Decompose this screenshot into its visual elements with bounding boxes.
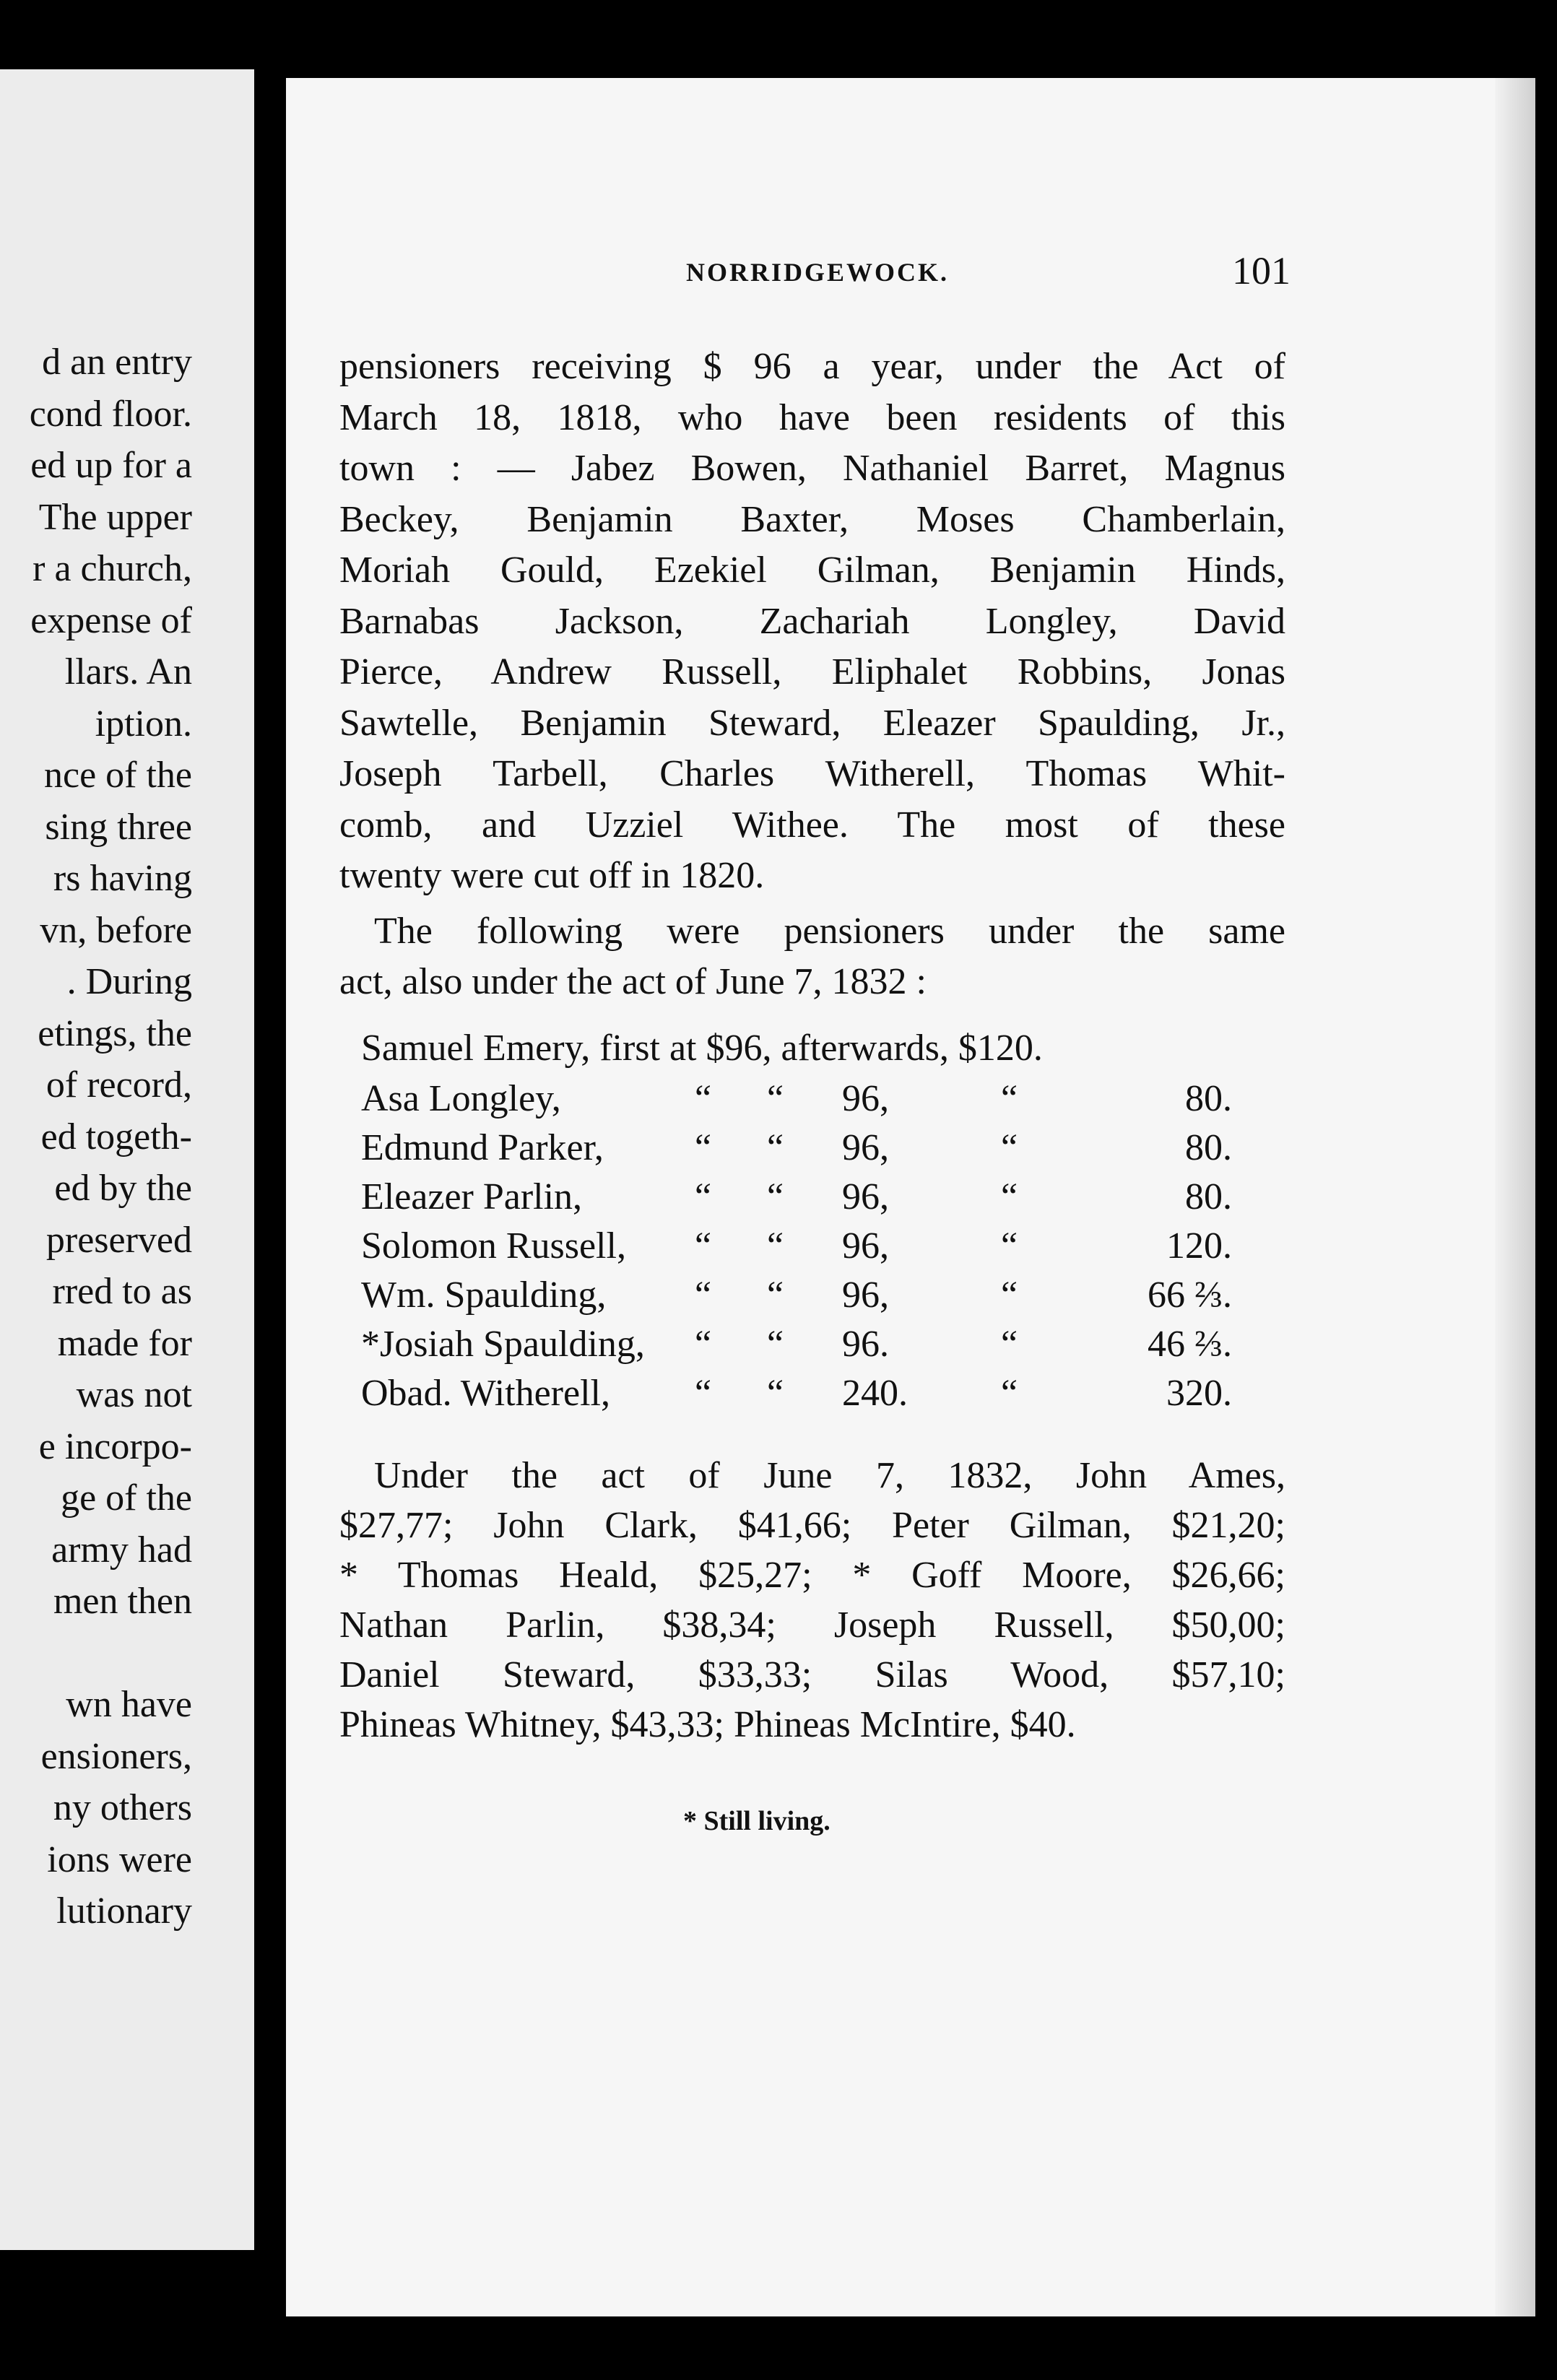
table-cell-name: Asa Longley, (361, 1078, 561, 1119)
left-page-line: d an entry (42, 342, 192, 383)
table-cell-first: 96. (842, 1324, 889, 1365)
left-page-line: llars. An (64, 651, 192, 692)
left-page-line: expense of (30, 599, 192, 641)
left-page-line: etings, the (38, 1012, 192, 1054)
table-cell-q3: “ (1001, 1176, 1018, 1217)
left-page-line: ed by the (54, 1168, 192, 1209)
table-cell-q2: “ (767, 1373, 784, 1414)
table-cell-q3: “ (1001, 1324, 1018, 1365)
text-line: Phineas Whitney, $43,33; Phineas McIntire, $40. (339, 1704, 1076, 1745)
left-page-line: made for (57, 1322, 192, 1364)
left-page-line: iption. (95, 703, 192, 744)
text-line: town : — Jabez Bowen, Nathaniel Barret, Magnus (339, 448, 1285, 489)
left-page-line: . During (66, 961, 192, 1002)
left-page-line: ny others (53, 1787, 192, 1828)
left-page-line: ensioners, (40, 1735, 192, 1777)
table-cell-after: 46 ⅔. (1148, 1324, 1232, 1365)
table-cell-q3: “ (1001, 1127, 1018, 1168)
table-cell-after: 66 ⅔. (1148, 1274, 1232, 1316)
table-cell-first: 240. (842, 1373, 908, 1414)
table-cell-first: 96, (842, 1176, 889, 1217)
left-page-line: preserved (45, 1219, 192, 1261)
page-number: 101 (1232, 249, 1291, 292)
text-line: Nathan Parlin, $38,34; Joseph Russell, $50,00; (339, 1604, 1285, 1646)
footnote: * Still living. (683, 1806, 830, 1836)
left-page-line: men then (53, 1581, 192, 1622)
text-line: $27,77; John Clark, $41,66; Peter Gilman, $21,20; (339, 1505, 1285, 1546)
table-cell-q2: “ (767, 1274, 784, 1316)
left-page-line: ions were (47, 1838, 192, 1880)
left-page-line: lutionary (56, 1890, 192, 1932)
left-page-line: rred to as (52, 1271, 192, 1312)
left-page-line: ed togeth- (40, 1116, 192, 1158)
left-page-line: nce of the (43, 755, 192, 796)
left-page-line: e incorpo- (38, 1425, 192, 1467)
table-cell-q3: “ (1001, 1274, 1018, 1316)
text-line: Under the act of June 7, 1832, John Ames, (374, 1455, 1285, 1496)
text-line: Joseph Tarbell, Charles Witherell, Thomas Whit- (339, 753, 1285, 794)
left-page-line: vn, before (40, 909, 192, 951)
left-page-line: was not (76, 1374, 192, 1415)
table-cell-name: *Josiah Spaulding, (361, 1324, 645, 1365)
table-cell-name: Wm. Spaulding, (361, 1274, 607, 1316)
page-edge-shadow (1495, 78, 1535, 2316)
table-cell-q3: “ (1001, 1078, 1018, 1119)
text-line: pensioners receiving $ 96 a year, under the Act of (339, 346, 1285, 387)
table-cell-q2: “ (767, 1176, 784, 1217)
left-page-line: sing three (45, 806, 192, 848)
table-cell-q1: “ (695, 1127, 712, 1168)
text-line: comb, and Uzziel Withee. The most of these (339, 804, 1285, 846)
left-page-line: wn have (66, 1684, 192, 1725)
table-cell-q2: “ (767, 1078, 784, 1119)
table-cell-q1: “ (695, 1274, 712, 1316)
text-line: Daniel Steward, $33,33; Silas Wood, $57,10; (339, 1654, 1285, 1695)
table-cell-first: 96, (842, 1225, 889, 1267)
left-page-line: ge of the (61, 1477, 192, 1519)
text-line: Barnabas Jackson, Zachariah Longley, David (339, 600, 1285, 642)
table-cell-q3: “ (1001, 1373, 1018, 1414)
table-cell-first: 96, (842, 1127, 889, 1168)
table-cell-q1: “ (695, 1225, 712, 1267)
text-line: Pierce, Andrew Russell, Eliphalet Robbins, Jonas (339, 651, 1285, 692)
table-cell-q3: “ (1001, 1225, 1018, 1267)
text-line: Sawtelle, Benjamin Steward, Eleazer Spaulding, Jr., (339, 702, 1285, 744)
table-cell-q2: “ (767, 1127, 784, 1168)
left-page-line: army had (51, 1529, 192, 1571)
table-cell-q1: “ (695, 1324, 712, 1365)
table-cell-name: Solomon Russell, (361, 1225, 626, 1267)
text-line: act, also under the act of June 7, 1832 : (339, 961, 927, 1002)
left-page-line: rs having (53, 858, 192, 899)
left-page-line: ed up for a (30, 445, 192, 486)
table-cell-after: 80. (1185, 1127, 1232, 1168)
left-facing-page (0, 69, 254, 2250)
table-cell-first: 96, (842, 1274, 889, 1316)
running-head: NORRIDGEWOCK. (686, 258, 950, 287)
left-page-line: of record, (45, 1064, 192, 1106)
table-first-row: Samuel Emery, first at $96, afterwards, $120. (361, 1028, 1043, 1069)
table-cell-after: 80. (1185, 1176, 1232, 1217)
left-page-line: cond floor. (29, 393, 192, 435)
table-cell-after: 320. (1166, 1373, 1232, 1414)
left-page-line: r a church, (32, 548, 192, 589)
table-cell-after: 80. (1185, 1078, 1232, 1119)
text-line: twenty were cut off in 1820. (339, 855, 765, 896)
table-cell-name: Edmund Parker, (361, 1127, 604, 1168)
table-cell-after: 120. (1166, 1225, 1232, 1267)
table-cell-name: Eleazer Parlin, (361, 1176, 583, 1217)
table-cell-name: Obad. Witherell, (361, 1373, 610, 1414)
text-line: Moriah Gould, Ezekiel Gilman, Benjamin Hinds, (339, 550, 1285, 591)
text-line: March 18, 1818, who have been residents of this (339, 396, 1285, 438)
table-cell-first: 96, (842, 1078, 889, 1119)
table-cell-q1: “ (695, 1176, 712, 1217)
table-cell-q2: “ (767, 1324, 784, 1365)
table-cell-q2: “ (767, 1225, 784, 1267)
text-line: Beckey, Benjamin Baxter, Moses Chamberlain, (339, 498, 1285, 540)
left-page-line: The upper (38, 496, 192, 538)
text-line: * Thomas Heald, $25,27; * Goff Moore, $26,66; (339, 1555, 1285, 1596)
text-line: The following were pensioners under the same (374, 911, 1285, 952)
table-cell-q1: “ (695, 1078, 712, 1119)
table-cell-q1: “ (695, 1373, 712, 1414)
